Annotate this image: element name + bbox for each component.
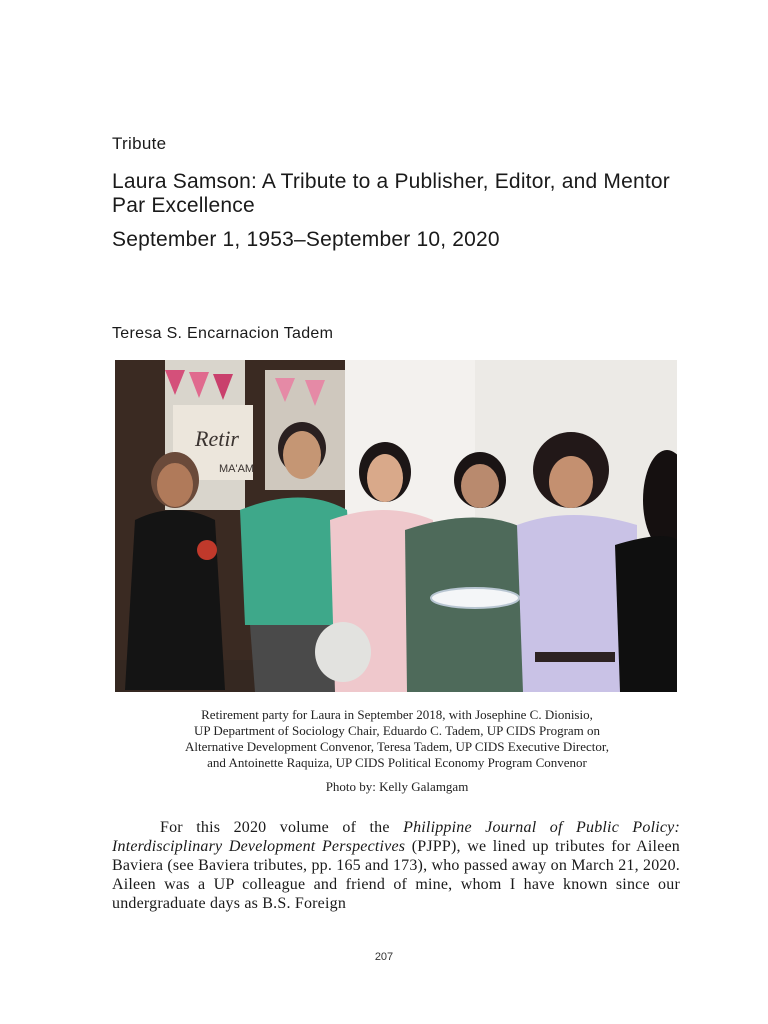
body-paragraph <box>112 818 680 913</box>
article-author: Teresa S. Encarnacion Tadem <box>112 325 334 342</box>
banner-text: Retir <box>195 426 239 451</box>
photo-credit: Photo by: Kelly Galamgam <box>325 779 469 794</box>
caption-line: UP Department of Sociology Chair, Eduardo C. Tadem, UP CIDS Program on <box>193 723 601 738</box>
body-text <box>112 818 680 913</box>
banner-text-small: MA'AM <box>219 463 255 475</box>
article-dates: September 1, 1953–September 10, 2020 <box>112 228 500 251</box>
p1-after: (PJPP), we lined up tributes for Aileen Baviera (see Baviera tributes, pp. 165 and 173), who passed away on March 21, 2020. Aileen was a UP colleague and friend of mine, whom I have known since our undergraduate days as B.S. Foreign <box>112 838 681 912</box>
caption-line: and Antoinette Raquiza, UP CIDS Political Economy Program Convenor <box>207 755 587 770</box>
p1-before: For this 2020 volume of the <box>160 819 404 836</box>
page-number: 207 <box>374 951 394 963</box>
figure-caption <box>112 707 682 771</box>
article-title: Laura Samson: A Tribute to a Publisher, Editor, and Mentor Par Excellence <box>112 170 670 217</box>
caption-line: Alternative Development Convenor, Teresa Tadem, UP CIDS Executive Director, <box>185 739 609 754</box>
journal-title: Philippine Journal of Public Policy: Interdisciplinary Development Perspectives <box>112 819 681 855</box>
retirement-party-photo <box>115 360 677 692</box>
caption-line: Retirement party for Laura in September 2018, with Josephine C. Dionisio, <box>201 707 593 722</box>
section-label: Tribute <box>112 134 167 153</box>
